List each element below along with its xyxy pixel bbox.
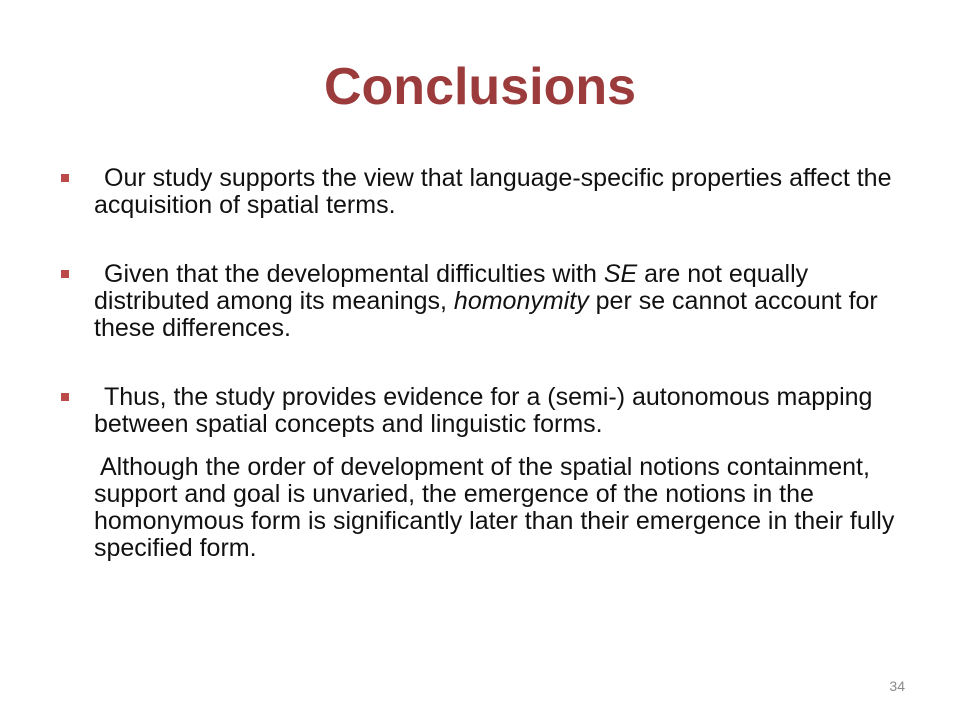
square-bullet-icon [61,174,69,182]
slide-title: Conclusions [323,58,637,116]
bullet-item [56,261,906,342]
page-number: 34 [889,678,905,694]
square-bullet-icon [61,393,69,401]
italic-term: SE [603,260,638,288]
bullet-text: Thus, the study provides evidence for a (semi-) autonomous mapping between spatial concepts and linguistic forms. [94,383,873,438]
bullet-item [56,165,906,219]
continuation-paragraph: Although the order of development of the spatial notions containment, support and goal is unvaried, the emergence of the notions in the homonymous form is significantly later than their emergence in their fully specified form. [94,453,895,562]
bullet-item [56,384,906,438]
square-bullet-icon [61,270,69,278]
italic-term: homonymity [453,287,589,315]
bullet-text: Our study supports the view that language-specific properties affect the acquisition of spatial terms. [94,164,892,219]
slide-content [56,165,906,562]
bullet-text: Given that the developmental difficulties with SE are not equally distributed among its meanings, homonymity per se cannot account for these differences. [94,260,878,342]
